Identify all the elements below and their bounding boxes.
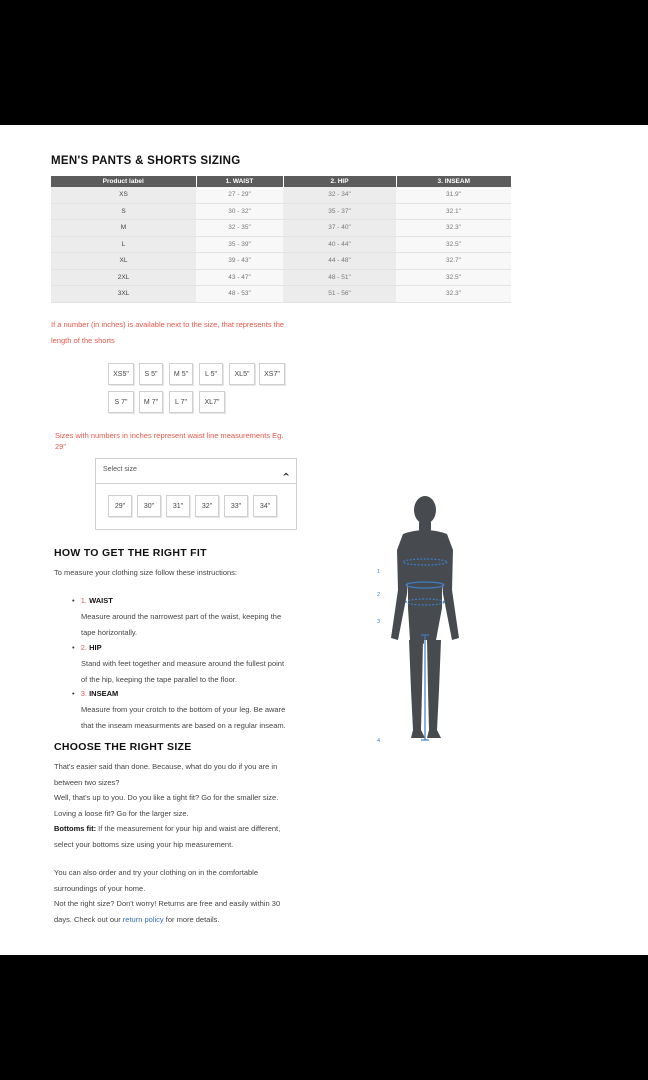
- bullet-dot: •: [72, 596, 75, 605]
- bullet-dot: •: [72, 643, 75, 652]
- step-number: 3.: [80, 689, 87, 698]
- description-line: Stand with feet together and measure around the fullest point: [81, 659, 285, 668]
- inseam-cell: 31.9": [396, 187, 511, 203]
- column-header: Product label: [51, 176, 196, 187]
- size-option-chip[interactable]: L 5": [199, 363, 223, 385]
- table-row: [51, 236, 511, 253]
- waist-size-option[interactable]: 34": [253, 495, 277, 517]
- body-line: between two sizes?: [54, 777, 120, 787]
- choose-body: [54, 759, 280, 852]
- size-label-cell: 3XL: [51, 286, 196, 303]
- chevron-up-icon[interactable]: ‸: [281, 464, 290, 476]
- step-name: INSEAM: [89, 689, 119, 698]
- size-option-chip[interactable]: L 7": [169, 391, 193, 413]
- body-line: Loving a loose fit? Go for the larger size.: [54, 808, 189, 818]
- inseam-cell: 32.7": [396, 253, 511, 270]
- hip-cell: 40 - 44": [283, 236, 396, 253]
- size-label-cell: XL: [51, 253, 196, 270]
- shorts-length-note: [51, 317, 284, 349]
- inseam-description: [81, 702, 286, 733]
- size-label-cell: 2XL: [51, 269, 196, 286]
- step-number: 2.: [80, 643, 87, 652]
- measure-marker: 3: [377, 619, 381, 625]
- waist-cell: 30 - 32": [196, 203, 283, 220]
- waist-size-option[interactable]: 32": [195, 495, 219, 517]
- description-line: Measure from your crotch to the bottom of your leg. Be aware: [81, 705, 286, 714]
- hip-instruction: [72, 640, 102, 656]
- step-name: WAIST: [89, 596, 113, 605]
- bottoms-fit-text: If the measurement for your hip and waist are different,: [96, 824, 281, 833]
- size-table: [51, 176, 511, 303]
- hip-cell: 48 - 51": [283, 269, 396, 286]
- description-line: that the inseam measurments are based on a regular inseam.: [81, 720, 286, 730]
- body-line: surroundings of your home.: [54, 883, 146, 893]
- measure-marker: 2: [377, 592, 381, 598]
- returns-line: [54, 912, 280, 928]
- size-option-chip[interactable]: S 7": [108, 391, 134, 413]
- choose-heading: CHOOSE THE RIGHT SIZE: [54, 741, 192, 753]
- size-label-cell: S: [51, 203, 196, 220]
- table-row: [51, 203, 511, 220]
- inseam-cell: 32.1": [396, 203, 511, 220]
- waist-size-option[interactable]: 29": [108, 495, 132, 517]
- note-line: Sizes with numbers in inches represent waist line measurements Eg.: [55, 431, 284, 440]
- note-line: 29": [55, 442, 67, 451]
- waist-description: [81, 609, 281, 640]
- inseam-cell: 32.5": [396, 236, 511, 253]
- inseam-cell: 32.3": [396, 220, 511, 237]
- column-header: 2. HIP: [283, 176, 396, 187]
- waist-size-option[interactable]: 30": [137, 495, 161, 517]
- measure-marker: 1: [377, 569, 381, 575]
- body-line: That's easier said than done. Because, what do you do if you are in: [54, 762, 278, 771]
- table-row: [51, 253, 511, 270]
- body-line: Not the right size? Don't worry! Returns are free and easily within 30: [54, 899, 281, 908]
- waist-number-note: [55, 428, 283, 455]
- body-line: Well, that's up to you. Do you like a tight fit? Go for the smaller size.: [54, 793, 279, 802]
- bottoms-fit-label: Bottoms fit:: [54, 824, 97, 833]
- table-row: [51, 269, 511, 286]
- size-option-chip[interactable]: M 5": [169, 363, 193, 385]
- waist-cell: 39 - 43": [196, 253, 283, 270]
- fit-heading: HOW TO GET THE RIGHT FIT: [54, 547, 207, 559]
- table-header-row: [51, 176, 511, 187]
- return-policy-link[interactable]: return policy: [122, 914, 164, 924]
- size-select-dropdown: [95, 458, 297, 530]
- inseam-cell: 32.3": [396, 286, 511, 303]
- returns-text: days. Check out our: [54, 914, 123, 924]
- size-option-chip[interactable]: XL5": [229, 363, 255, 385]
- waist-cell: 43 - 47": [196, 269, 283, 286]
- fit-intro: To measure your clothing size follow these instructions:: [54, 568, 238, 577]
- column-header: 3. INSEAM: [396, 176, 511, 187]
- step-number: 1.: [80, 596, 87, 605]
- size-select-header[interactable]: [96, 459, 296, 484]
- size-label-cell: L: [51, 236, 196, 253]
- note-line: If a number (in inches) is available next to the size, that represents the: [51, 320, 285, 329]
- body-measurement-figure: [370, 490, 470, 750]
- description-line: of the hip, keeping the tape parallel to the floor.: [81, 674, 237, 684]
- waist-size-option[interactable]: 31": [166, 495, 190, 517]
- bottoms-fit-line: [54, 821, 280, 837]
- bullet-dot: •: [72, 689, 75, 698]
- waist-cell: 27 - 29": [196, 187, 283, 203]
- returns-text: for more details.: [163, 914, 220, 924]
- hip-cell: 44 - 48": [283, 253, 396, 270]
- note-line: length of the shorts: [51, 336, 115, 345]
- table-row: [51, 286, 511, 303]
- measure-marker: 4: [377, 738, 381, 744]
- size-option-chip[interactable]: S 5": [139, 363, 163, 385]
- size-label-cell: XS: [51, 187, 196, 203]
- size-label-cell: M: [51, 220, 196, 237]
- hip-cell: 35 - 37": [283, 203, 396, 220]
- size-select-label: Select size: [103, 466, 137, 473]
- table-row: [51, 220, 511, 237]
- waist-cell: 35 - 39": [196, 236, 283, 253]
- description-line: tape horizontally.: [81, 627, 138, 637]
- hip-cell: 32 - 34": [283, 187, 396, 203]
- waist-instruction: [72, 593, 113, 609]
- waist-size-option[interactable]: 33": [224, 495, 248, 517]
- size-option-chip[interactable]: XS5": [108, 363, 134, 385]
- body-line: select your bottoms size using your hip measurement.: [54, 839, 234, 849]
- size-option-chip[interactable]: XL7": [199, 391, 225, 413]
- human-silhouette-icon: [370, 490, 470, 750]
- size-option-chip[interactable]: XS7": [259, 363, 285, 385]
- page-title: MEN'S PANTS & SHORTS SIZING: [51, 155, 241, 167]
- size-option-chip[interactable]: M 7": [139, 391, 163, 413]
- inseam-instruction: [72, 686, 118, 702]
- returns-info: [54, 865, 280, 927]
- hip-description: [81, 656, 284, 687]
- waist-cell: 32 - 35": [196, 220, 283, 237]
- description-line: Measure around the narrowest part of the waist, keeping the: [81, 612, 282, 621]
- waist-cell: 48 - 53": [196, 286, 283, 303]
- step-name: HIP: [89, 643, 102, 652]
- size-guide-page: [0, 125, 648, 955]
- hip-cell: 37 - 40": [283, 220, 396, 237]
- table-row: [51, 187, 511, 203]
- hip-cell: 51 - 56": [283, 286, 396, 303]
- body-line: You can also order and try your clothing on in the comfortable: [54, 868, 259, 877]
- inseam-cell: 32.5": [396, 269, 511, 286]
- column-header: 1. WAIST: [196, 176, 283, 187]
